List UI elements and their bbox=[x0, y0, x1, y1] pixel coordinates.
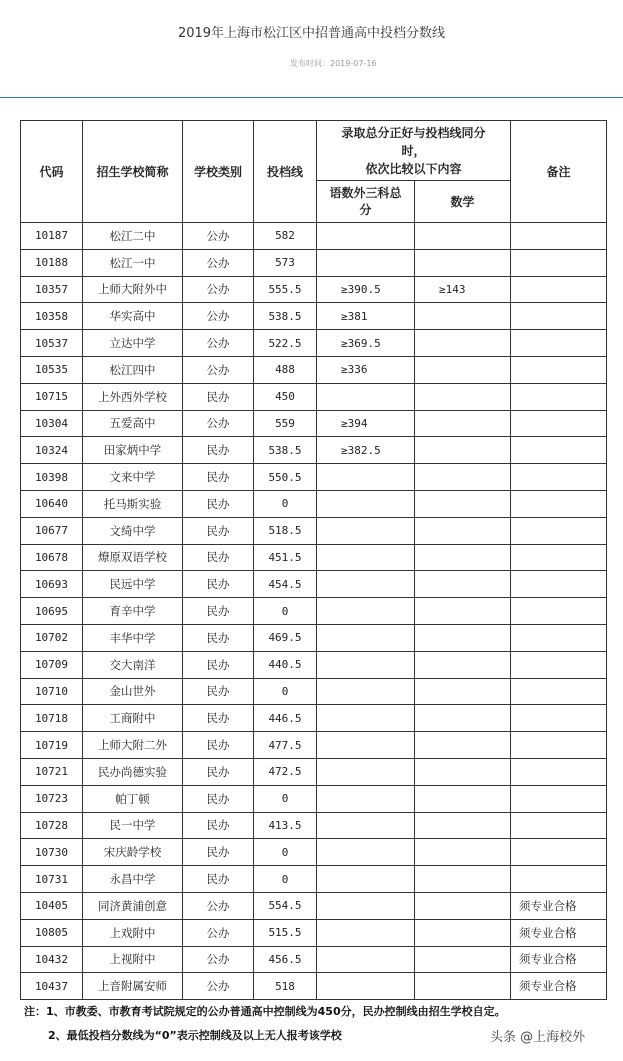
cell-three-subject bbox=[317, 785, 415, 812]
table-row bbox=[21, 785, 607, 812]
cell-code: 10537 bbox=[21, 330, 83, 357]
cell-type: 民办 bbox=[183, 490, 254, 517]
cell-school: 上师大附二外 bbox=[83, 732, 183, 759]
cell-score: 0 bbox=[254, 598, 317, 625]
tie-break-line2: 时， bbox=[401, 143, 426, 158]
page-title: 2019年上海市松江区中招普通高中投档分数线 bbox=[177, 26, 446, 41]
cell-type: 民办 bbox=[183, 598, 254, 625]
cell-score: 488 bbox=[254, 356, 317, 383]
header-math: 数学 bbox=[415, 181, 511, 223]
cell-score: 454.5 bbox=[254, 571, 317, 598]
cell-school: 松江二中 bbox=[83, 223, 183, 250]
cell-three-subject bbox=[317, 678, 415, 705]
cell-score: 451.5 bbox=[254, 544, 317, 571]
footnote-2: 2、最低投档分数线为“0”表示控制线及以上无人报考该学校 bbox=[48, 1029, 342, 1042]
cell-school: 田家炳中学 bbox=[83, 437, 183, 464]
cell-type: 民办 bbox=[183, 839, 254, 866]
tie-break-line1: 录取总分正好与投档线同分 bbox=[341, 125, 486, 140]
cell-math bbox=[415, 464, 511, 491]
cell-math bbox=[415, 437, 511, 464]
cell-school: 金山世外 bbox=[83, 678, 183, 705]
cell-school: 交大南洋 bbox=[83, 651, 183, 678]
cell-three-subject bbox=[317, 223, 415, 250]
cell-score: 0 bbox=[254, 866, 317, 893]
table-row bbox=[21, 330, 607, 357]
cell-three-subject bbox=[317, 464, 415, 491]
cell-score: 446.5 bbox=[254, 705, 317, 732]
table-row bbox=[21, 812, 607, 839]
cell-score: 450 bbox=[254, 383, 317, 410]
cell-three-subject bbox=[317, 598, 415, 625]
cell-math: ≥143 bbox=[415, 276, 511, 303]
cell-school: 育辛中学 bbox=[83, 598, 183, 625]
cell-math bbox=[415, 383, 511, 410]
table-row bbox=[21, 839, 607, 866]
cell-code: 10398 bbox=[21, 464, 83, 491]
cell-score: 440.5 bbox=[254, 651, 317, 678]
publish-date: 2019-07-16 bbox=[330, 59, 377, 68]
cell-school: 松江一中 bbox=[83, 249, 183, 276]
cell-type: 民办 bbox=[183, 758, 254, 785]
cell-code: 10640 bbox=[21, 490, 83, 517]
cell-code: 10723 bbox=[21, 785, 83, 812]
cell-three-subject bbox=[317, 866, 415, 893]
table-row bbox=[21, 464, 607, 491]
cell-three-subject bbox=[317, 624, 415, 651]
cell-remark bbox=[511, 249, 607, 276]
cell-code: 10678 bbox=[21, 544, 83, 571]
cell-three-subject bbox=[317, 758, 415, 785]
cell-remark bbox=[511, 839, 607, 866]
cell-remark bbox=[511, 812, 607, 839]
cell-school: 松江四中 bbox=[83, 356, 183, 383]
cell-school: 文绮中学 bbox=[83, 517, 183, 544]
cell-type: 民办 bbox=[183, 464, 254, 491]
cell-math bbox=[415, 839, 511, 866]
table-row bbox=[21, 410, 607, 437]
cell-remark bbox=[511, 303, 607, 330]
cell-three-subject bbox=[317, 249, 415, 276]
table-row bbox=[21, 946, 607, 973]
table-row bbox=[21, 892, 607, 919]
cell-math bbox=[415, 651, 511, 678]
cell-math bbox=[415, 973, 511, 1000]
cell-math bbox=[415, 866, 511, 893]
table-row bbox=[21, 651, 607, 678]
cell-math bbox=[415, 785, 511, 812]
cell-three-subject bbox=[317, 544, 415, 571]
cell-type: 民办 bbox=[183, 544, 254, 571]
cell-math bbox=[415, 758, 511, 785]
cell-three-subject bbox=[317, 919, 415, 946]
cell-school: 文来中学 bbox=[83, 464, 183, 491]
cell-remark bbox=[511, 276, 607, 303]
cell-school: 丰华中学 bbox=[83, 624, 183, 651]
cell-school: 立达中学 bbox=[83, 330, 183, 357]
cell-math bbox=[415, 624, 511, 651]
cell-code: 10731 bbox=[21, 866, 83, 893]
cell-math bbox=[415, 571, 511, 598]
cell-math bbox=[415, 812, 511, 839]
cell-school: 同济黄浦创意 bbox=[83, 892, 183, 919]
cell-school: 宋庆龄学校 bbox=[83, 839, 183, 866]
cell-type: 民办 bbox=[183, 651, 254, 678]
cell-code: 10695 bbox=[21, 598, 83, 625]
cell-three-subject bbox=[317, 517, 415, 544]
cell-type: 民办 bbox=[183, 812, 254, 839]
footnotes bbox=[24, 1000, 506, 1048]
cell-type: 民办 bbox=[183, 785, 254, 812]
cell-school: 上师大附外中 bbox=[83, 276, 183, 303]
cell-type: 民办 bbox=[183, 866, 254, 893]
cell-remark bbox=[511, 571, 607, 598]
cell-score: 0 bbox=[254, 490, 317, 517]
cell-score: 573 bbox=[254, 249, 317, 276]
cell-type: 公办 bbox=[183, 276, 254, 303]
table-row bbox=[21, 624, 607, 651]
cell-type: 民办 bbox=[183, 383, 254, 410]
table-row bbox=[21, 919, 607, 946]
cell-code: 10710 bbox=[21, 678, 83, 705]
cell-remark bbox=[511, 732, 607, 759]
cell-three-subject: ≥394 bbox=[317, 410, 415, 437]
table-row bbox=[21, 866, 607, 893]
table-row bbox=[21, 732, 607, 759]
cell-code: 10719 bbox=[21, 732, 83, 759]
cell-score: 413.5 bbox=[254, 812, 317, 839]
cell-score: 554.5 bbox=[254, 892, 317, 919]
cell-three-subject bbox=[317, 973, 415, 1000]
cell-school: 帕丁顿 bbox=[83, 785, 183, 812]
cell-code: 10721 bbox=[21, 758, 83, 785]
cell-code: 10535 bbox=[21, 356, 83, 383]
cell-code: 10304 bbox=[21, 410, 83, 437]
cell-type: 公办 bbox=[183, 303, 254, 330]
cell-score: 477.5 bbox=[254, 732, 317, 759]
cell-remark bbox=[511, 410, 607, 437]
table-row bbox=[21, 571, 607, 598]
cell-school: 民一中学 bbox=[83, 812, 183, 839]
cell-code: 10693 bbox=[21, 571, 83, 598]
cell-score: 456.5 bbox=[254, 946, 317, 973]
cell-type: 公办 bbox=[183, 892, 254, 919]
cell-school: 永昌中学 bbox=[83, 866, 183, 893]
cell-code: 10357 bbox=[21, 276, 83, 303]
cell-code: 10432 bbox=[21, 946, 83, 973]
cell-math bbox=[415, 678, 511, 705]
publish-label: 发布时间： bbox=[290, 59, 330, 68]
cell-school: 民远中学 bbox=[83, 571, 183, 598]
cell-score: 0 bbox=[254, 785, 317, 812]
table-row bbox=[21, 758, 607, 785]
cell-remark bbox=[511, 383, 607, 410]
cell-type: 公办 bbox=[183, 330, 254, 357]
three-subject-line1: 语数外三科总 bbox=[329, 185, 402, 200]
cell-type: 公办 bbox=[183, 356, 254, 383]
table-row bbox=[21, 303, 607, 330]
cell-math bbox=[415, 356, 511, 383]
three-subject-line2: 分 bbox=[359, 202, 372, 217]
cell-type: 公办 bbox=[183, 946, 254, 973]
cell-math bbox=[415, 410, 511, 437]
cell-remark bbox=[511, 758, 607, 785]
header-category: 学校类别 bbox=[183, 121, 254, 223]
cell-remark bbox=[511, 598, 607, 625]
cell-three-subject bbox=[317, 732, 415, 759]
table-row bbox=[21, 437, 607, 464]
cell-score: 522.5 bbox=[254, 330, 317, 357]
cell-score: 518.5 bbox=[254, 517, 317, 544]
cell-code: 10709 bbox=[21, 651, 83, 678]
table-row bbox=[21, 490, 607, 517]
cell-score: 538.5 bbox=[254, 437, 317, 464]
cell-school: 五爱高中 bbox=[83, 410, 183, 437]
table-row bbox=[21, 249, 607, 276]
cell-school: 上音附属安师 bbox=[83, 973, 183, 1000]
cell-three-subject: ≥369.5 bbox=[317, 330, 415, 357]
cell-math bbox=[415, 946, 511, 973]
cell-three-subject bbox=[317, 812, 415, 839]
cell-math bbox=[415, 892, 511, 919]
table-row bbox=[21, 973, 607, 1000]
header-remark: 备注 bbox=[511, 121, 607, 223]
cell-math bbox=[415, 705, 511, 732]
cell-three-subject bbox=[317, 892, 415, 919]
cell-school: 上外西外学校 bbox=[83, 383, 183, 410]
cell-remark bbox=[511, 490, 607, 517]
tie-break-line3: 依次比较以下内容 bbox=[365, 161, 462, 176]
cell-remark bbox=[511, 544, 607, 571]
cell-remark bbox=[511, 651, 607, 678]
header-divider bbox=[0, 97, 623, 98]
header-school: 招生学校简称 bbox=[83, 121, 183, 223]
cell-three-subject bbox=[317, 571, 415, 598]
cell-code: 10730 bbox=[21, 839, 83, 866]
cell-math bbox=[415, 303, 511, 330]
cell-three-subject bbox=[317, 383, 415, 410]
cell-math bbox=[415, 249, 511, 276]
cell-three-subject bbox=[317, 946, 415, 973]
publish-info bbox=[290, 58, 377, 69]
cell-math bbox=[415, 919, 511, 946]
cell-remark bbox=[511, 464, 607, 491]
cell-three-subject bbox=[317, 490, 415, 517]
cell-type: 公办 bbox=[183, 223, 254, 250]
cell-type: 民办 bbox=[183, 571, 254, 598]
cell-code: 10188 bbox=[21, 249, 83, 276]
table-row bbox=[21, 383, 607, 410]
cell-type: 民办 bbox=[183, 705, 254, 732]
cell-remark bbox=[511, 866, 607, 893]
cell-type: 公办 bbox=[183, 249, 254, 276]
cell-remark bbox=[511, 517, 607, 544]
header-tie-break bbox=[317, 121, 511, 181]
cell-remark bbox=[511, 356, 607, 383]
cell-remark: 须专业合格 bbox=[511, 919, 607, 946]
cell-type: 公办 bbox=[183, 410, 254, 437]
header-code: 代码 bbox=[21, 121, 83, 223]
cell-remark: 须专业合格 bbox=[511, 892, 607, 919]
cell-code: 10805 bbox=[21, 919, 83, 946]
cell-score: 469.5 bbox=[254, 624, 317, 651]
cell-score: 550.5 bbox=[254, 464, 317, 491]
cell-score: 0 bbox=[254, 839, 317, 866]
table-row bbox=[21, 276, 607, 303]
cell-three-subject: ≥390.5 bbox=[317, 276, 415, 303]
cell-school: 托马斯实验 bbox=[83, 490, 183, 517]
cell-three-subject: ≥381 bbox=[317, 303, 415, 330]
cell-three-subject: ≥382.5 bbox=[317, 437, 415, 464]
cell-code: 10358 bbox=[21, 303, 83, 330]
cell-math bbox=[415, 732, 511, 759]
cell-code: 10187 bbox=[21, 223, 83, 250]
cell-math bbox=[415, 544, 511, 571]
cell-code: 10715 bbox=[21, 383, 83, 410]
cell-score: 515.5 bbox=[254, 919, 317, 946]
cell-math bbox=[415, 490, 511, 517]
cell-score: 518 bbox=[254, 973, 317, 1000]
cell-remark: 须专业合格 bbox=[511, 946, 607, 973]
cell-code: 10728 bbox=[21, 812, 83, 839]
table-row bbox=[21, 678, 607, 705]
cell-remark bbox=[511, 624, 607, 651]
cell-code: 10437 bbox=[21, 973, 83, 1000]
cell-score: 538.5 bbox=[254, 303, 317, 330]
cell-score: 555.5 bbox=[254, 276, 317, 303]
cell-three-subject bbox=[317, 705, 415, 732]
cell-type: 民办 bbox=[183, 624, 254, 651]
cell-type: 民办 bbox=[183, 678, 254, 705]
cell-code: 10677 bbox=[21, 517, 83, 544]
cell-remark bbox=[511, 705, 607, 732]
header-three-subject-total bbox=[317, 181, 415, 223]
cell-school: 燎原双语学校 bbox=[83, 544, 183, 571]
cell-code: 10405 bbox=[21, 892, 83, 919]
table-row bbox=[21, 517, 607, 544]
cell-remark bbox=[511, 437, 607, 464]
cell-school: 上戏附中 bbox=[83, 919, 183, 946]
footnote-1: 注：1、市教委、市教育考试院规定的公办普通高中控制线为450分，民办控制线由招生学校自定。 bbox=[24, 1005, 506, 1018]
cell-three-subject bbox=[317, 651, 415, 678]
cell-score: 559 bbox=[254, 410, 317, 437]
cell-type: 公办 bbox=[183, 919, 254, 946]
table-row bbox=[21, 598, 607, 625]
cell-type: 民办 bbox=[183, 517, 254, 544]
table-row bbox=[21, 544, 607, 571]
cell-type: 公办 bbox=[183, 973, 254, 1000]
cell-remark bbox=[511, 223, 607, 250]
cell-code: 10718 bbox=[21, 705, 83, 732]
cell-type: 民办 bbox=[183, 732, 254, 759]
cell-school: 上视附中 bbox=[83, 946, 183, 973]
cell-code: 10324 bbox=[21, 437, 83, 464]
table-row bbox=[21, 223, 607, 250]
table-row bbox=[21, 356, 607, 383]
cell-code: 10702 bbox=[21, 624, 83, 651]
watermark: 头条 @上海校外 bbox=[490, 1030, 586, 1045]
score-table bbox=[20, 120, 607, 1000]
cell-remark bbox=[511, 330, 607, 357]
cell-remark bbox=[511, 785, 607, 812]
table-row bbox=[21, 705, 607, 732]
cell-school: 民办尚德实验 bbox=[83, 758, 183, 785]
cell-remark bbox=[511, 678, 607, 705]
cell-math bbox=[415, 330, 511, 357]
cell-school: 华实高中 bbox=[83, 303, 183, 330]
cell-three-subject bbox=[317, 839, 415, 866]
cell-school: 工商附中 bbox=[83, 705, 183, 732]
header-score: 投档线 bbox=[254, 121, 317, 223]
cell-math bbox=[415, 223, 511, 250]
cell-remark: 须专业合格 bbox=[511, 973, 607, 1000]
cell-score: 582 bbox=[254, 223, 317, 250]
cell-math bbox=[415, 598, 511, 625]
cell-math bbox=[415, 517, 511, 544]
cell-score: 0 bbox=[254, 678, 317, 705]
cell-three-subject: ≥336 bbox=[317, 356, 415, 383]
cell-score: 472.5 bbox=[254, 758, 317, 785]
cell-type: 民办 bbox=[183, 437, 254, 464]
